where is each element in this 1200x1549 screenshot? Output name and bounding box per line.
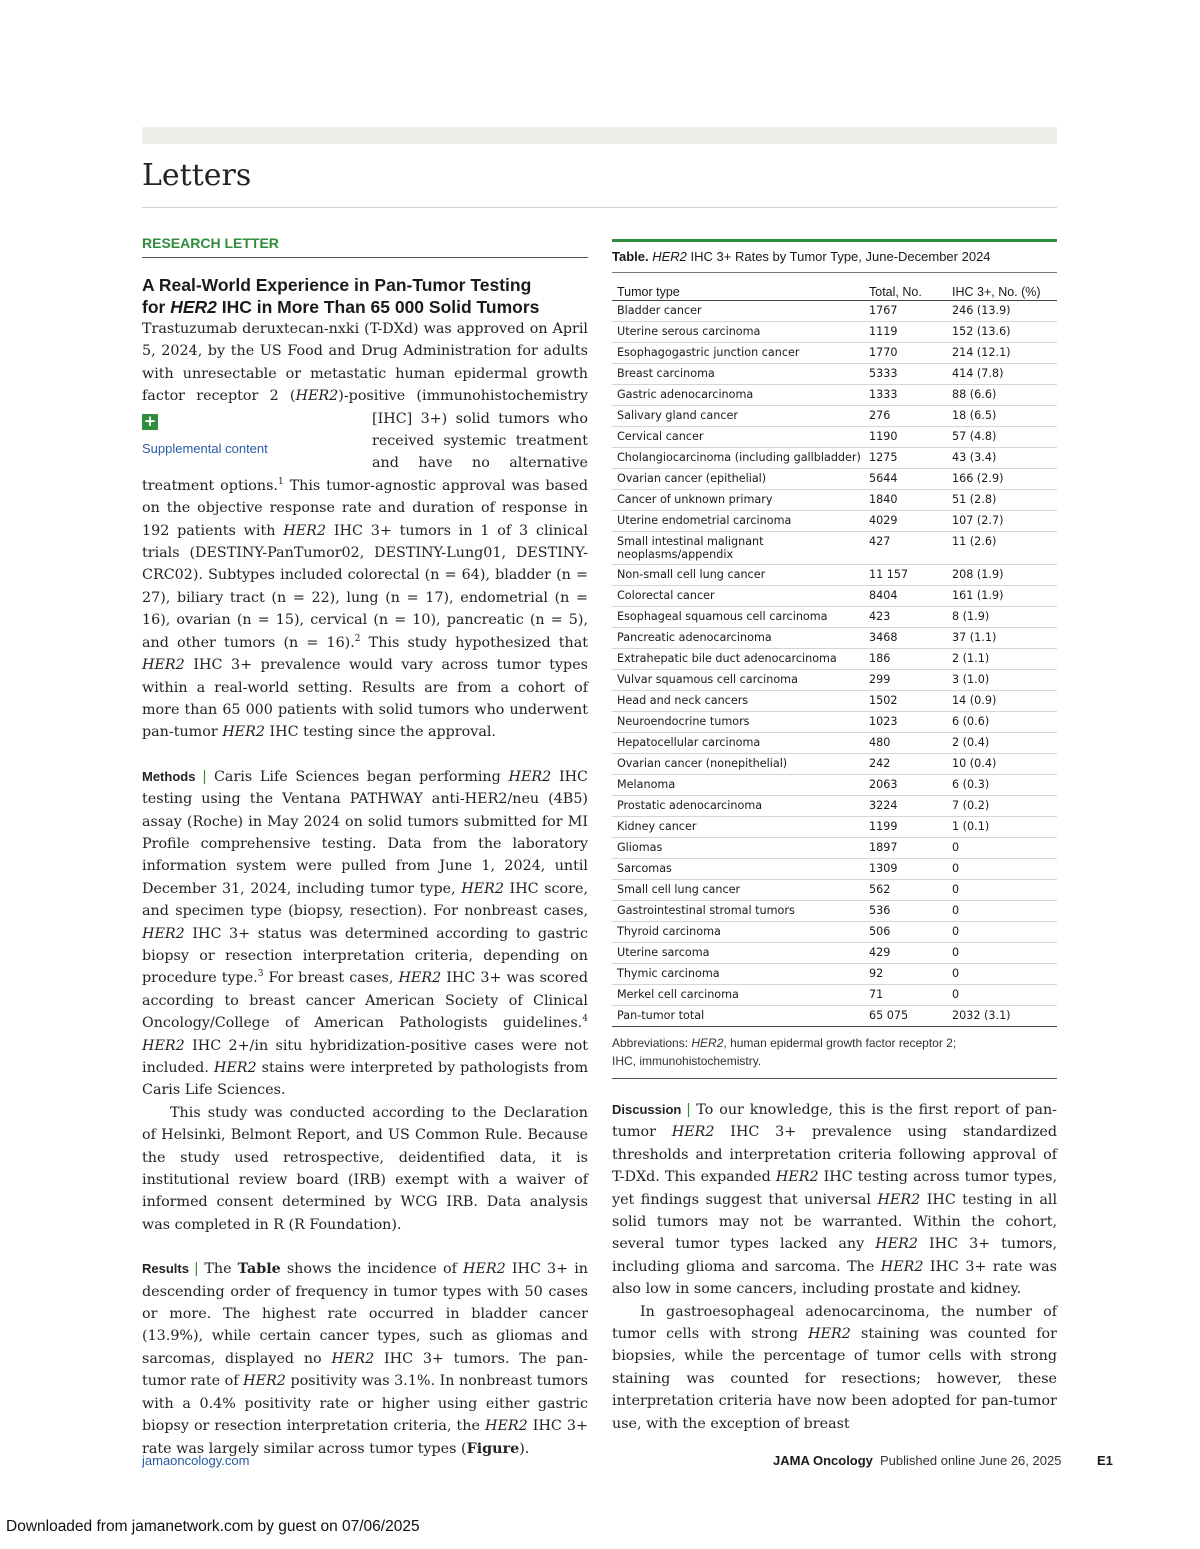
cell-total: 4029	[864, 511, 947, 532]
cell-tumor-type: Thymic carcinoma	[612, 964, 864, 985]
cell-total: 1840	[864, 490, 947, 511]
footnote-gene: HER2	[691, 1036, 724, 1050]
cell-tumor-type: Uterine endometrial carcinoma	[612, 511, 864, 532]
text-run: IHC 3+ prevalence using standardized thresholds and interpretation criteria following approval of T-DXd. This expanded	[612, 1124, 1058, 1186]
cell-tumor-type: Extrahepatic bile duct adenocarcinoma	[612, 649, 864, 670]
cell-total: 3224	[864, 796, 947, 817]
gene-name: HER2	[213, 1060, 257, 1076]
cell-tumor-type: Uterine sarcoma	[612, 943, 864, 964]
table-row	[612, 754, 1057, 775]
reference-superscript: 4	[582, 1014, 588, 1025]
gene-name: HER2	[398, 970, 442, 987]
cell-tumor-type: Prostatic adenocarcinoma	[612, 796, 864, 817]
gene-name: HER2	[142, 657, 185, 674]
article-title	[142, 274, 588, 318]
cell-ihc3: 166 (2.9)	[947, 469, 1057, 490]
gene-name: HER2	[877, 1191, 921, 1208]
table-row	[612, 607, 1057, 628]
table-row	[612, 322, 1057, 343]
table-row	[612, 448, 1057, 469]
table-row	[612, 712, 1057, 733]
cell-tumor-type: Ovarian cancer (nonepithelial)	[612, 754, 864, 775]
cell-total: 1199	[864, 817, 947, 838]
footnote-text: IHC, immunohistochemistry.	[612, 1054, 762, 1068]
cell-total: 2063	[864, 775, 947, 796]
table-row	[612, 532, 1057, 565]
cell-ihc3: 6 (0.6)	[947, 712, 1057, 733]
cell-ihc3: 0	[947, 901, 1057, 922]
gene-name: HER2	[142, 1037, 185, 1054]
table-row	[612, 796, 1057, 817]
cell-tumor-type: Head and neck cancers	[612, 691, 864, 712]
table-row	[612, 775, 1057, 796]
header-total: Total, No.	[864, 283, 947, 301]
header-ihc3: IHC 3+, No. (%)	[947, 283, 1057, 301]
cell-tumor-type: Gastric adenocarcinoma	[612, 385, 864, 406]
cell-total: 429	[864, 943, 947, 964]
cell-ihc3: 0	[947, 859, 1057, 880]
gene-name: HER2	[875, 1236, 918, 1253]
cell-total: 65 075	[864, 1006, 947, 1027]
cell-total: 1897	[864, 838, 947, 859]
cell-ihc3: 0	[947, 880, 1057, 901]
cell-tumor-type: Non-small cell lung cancer	[612, 565, 864, 586]
cell-total: 276	[864, 406, 947, 427]
table-header-row	[612, 283, 1057, 301]
table-row	[612, 733, 1057, 754]
cell-ihc3: 0	[947, 964, 1057, 985]
left-column	[142, 235, 588, 1460]
right-column	[612, 239, 1057, 1435]
gene-name: HER2	[880, 1258, 924, 1275]
cell-tumor-type: Kidney cancer	[612, 817, 864, 838]
cell-total: 427	[864, 532, 947, 565]
cell-ihc3: 107 (2.7)	[947, 511, 1057, 532]
cell-tumor-type: Gliomas	[612, 838, 864, 859]
gene-name: HER2	[331, 1350, 375, 1367]
cell-tumor-type: Cancer of unknown primary	[612, 490, 864, 511]
page-number: E1	[1097, 1453, 1113, 1468]
gene-name: HER2	[295, 388, 339, 405]
cell-total: 11 157	[864, 565, 947, 586]
table-title	[612, 242, 1057, 273]
cell-total: 8404	[864, 586, 947, 607]
table-row	[612, 469, 1057, 490]
table-footnote	[612, 1034, 1057, 1079]
table-row	[612, 490, 1057, 511]
cell-ihc3: 2032 (3.1)	[947, 1006, 1057, 1027]
table-row	[612, 943, 1057, 964]
table-title-text: IHC 3+ Rates by Tumor Type, June-December 2024	[686, 249, 991, 264]
supplemental-content[interactable]	[142, 408, 372, 474]
reference-superscript: 3	[257, 969, 264, 980]
gene-name: HER2	[463, 1261, 506, 1278]
cell-ihc3: 0	[947, 943, 1057, 964]
cell-ihc3: 7 (0.2)	[947, 796, 1057, 817]
discussion-paragraph	[612, 1099, 1057, 1301]
table-row	[612, 670, 1057, 691]
cell-tumor-type: Cholangiocarcinoma (including gallbladder)	[612, 448, 864, 469]
text-run: IHC 3+ status was determined according to gastric biopsy or resection interpretation criteria, depending on procedure type.	[142, 925, 588, 987]
journal-name: JAMA Oncology	[773, 1453, 873, 1468]
discussion-paragraph-2	[612, 1301, 1057, 1435]
table-row	[612, 628, 1057, 649]
text-run: IHC 3+ was scored according to breast cancer American Society of Clinical Oncology/College of American Pathologists guidelines.	[142, 970, 588, 1032]
cell-ihc3: 0	[947, 838, 1057, 859]
text-run: For breast cases,	[263, 970, 399, 987]
title-part: for	[142, 297, 171, 317]
cell-ihc3: 6 (0.3)	[947, 775, 1057, 796]
gene-name: HER2	[142, 925, 185, 942]
text-run: IHC score, and specimen type (biopsy, resection). For nonbreast cases,	[142, 880, 588, 920]
cell-tumor-type: Vulvar squamous cell carcinoma	[612, 670, 864, 691]
cell-ihc3: 14 (0.9)	[947, 691, 1057, 712]
section-heading: Discussion	[612, 1102, 682, 1117]
cell-total: 562	[864, 880, 947, 901]
footnote-text: , human epidermal growth factor receptor 2;	[723, 1036, 957, 1050]
her2-table	[612, 283, 1057, 1027]
cell-total: 3468	[864, 628, 947, 649]
cell-ihc3: 414 (7.8)	[947, 364, 1057, 385]
section-separator: |	[195, 768, 207, 785]
table-row	[612, 859, 1057, 880]
text-run: IHC 2+/in situ hybridization-positive cases were not included.	[142, 1037, 588, 1076]
journal-site-link[interactable]: jamaoncology.com	[142, 1453, 250, 1468]
cell-ihc3: 88 (6.6)	[947, 385, 1057, 406]
table-row	[612, 406, 1057, 427]
cell-ihc3: 18 (6.5)	[947, 406, 1057, 427]
table-row	[612, 838, 1057, 859]
text-run: IHC testing across tumor types, yet findings suggest that universal	[612, 1169, 1057, 1208]
text-run: IHC testing since the approval.	[264, 724, 496, 741]
cell-total: 1190	[864, 427, 947, 448]
table-row	[612, 343, 1057, 364]
table-row	[612, 427, 1057, 448]
table-row	[612, 964, 1057, 985]
header-tumor-type: Tumor type	[612, 283, 864, 301]
cell-ihc3: 0	[947, 922, 1057, 943]
gene-name: HER2	[508, 768, 552, 785]
cell-tumor-type: Merkel cell carcinoma	[612, 985, 864, 1006]
cell-total: 1767	[864, 301, 947, 322]
section-separator: |	[188, 1261, 199, 1278]
table-row	[612, 385, 1057, 406]
cell-ihc3: 11 (2.6)	[947, 532, 1057, 565]
publish-date: Published online June 26, 2025	[880, 1453, 1062, 1468]
cell-ihc3: 37 (1.1)	[947, 628, 1057, 649]
cell-tumor-type: Esophageal squamous cell carcinoma	[612, 607, 864, 628]
cell-tumor-type: Melanoma	[612, 775, 864, 796]
cell-ihc3: 208 (1.9)	[947, 565, 1057, 586]
cell-total: 242	[864, 754, 947, 775]
cell-total: 71	[864, 985, 947, 1006]
cell-ihc3: 2 (0.4)	[947, 733, 1057, 754]
cell-tumor-type: Breast carcinoma	[612, 364, 864, 385]
text-run: IHC testing in all solid tumors may not be warranted. Within the cohort, several tumor types lacked any	[612, 1191, 1058, 1253]
table-row	[612, 586, 1057, 607]
cell-tumor-type: Colorectal cancer	[612, 586, 864, 607]
download-note: Downloaded from jamanetwork.com by guest on 07/06/2025	[6, 1518, 420, 1535]
cell-total: 423	[864, 607, 947, 628]
cell-total: 506	[864, 922, 947, 943]
cell-ihc3: 152 (13.6)	[947, 322, 1057, 343]
gene-name: HER2	[775, 1169, 819, 1186]
cell-ihc3: 0	[947, 985, 1057, 1006]
cell-total: 480	[864, 733, 947, 754]
text-run: This study hypothesized that	[360, 634, 588, 651]
cell-ihc3: 3 (1.0)	[947, 670, 1057, 691]
cell-ihc3: 1 (0.1)	[947, 817, 1057, 838]
text-run: To our knowledge, this is the first report of pan-tumor	[612, 1102, 1058, 1141]
methods-paragraph	[142, 766, 588, 1102]
cell-total: 1023	[864, 712, 947, 733]
cell-total: 5333	[864, 364, 947, 385]
cell-total: 1119	[864, 322, 947, 343]
table-row	[612, 880, 1057, 901]
reference-superscript: 2	[354, 633, 361, 644]
section-title: Letters	[142, 158, 252, 193]
section-heading: Results	[142, 1261, 189, 1277]
table-row	[612, 565, 1057, 586]
cell-ihc3: 57 (4.8)	[947, 427, 1057, 448]
text-run: IHC 3+ tumors in 1 of 3 clinical trials (DESTINY-PanTumor02, DESTINY-Lung01, DESTINY-CRC02). Subtypes included colorectal (n = 64), bladder (n = 27), biliary tract (n = 22), lung (n = 17), endometrial (n = 16), ovarian (n = 15), cervical (n = 10), pancreatic (n = 5), and other tumors (n = 16).	[142, 522, 588, 651]
text-run: Caris Life Sciences began performing	[206, 768, 509, 785]
table-row	[612, 301, 1057, 322]
table-row	[612, 922, 1057, 943]
gene-name: HER2	[485, 1418, 528, 1435]
cell-tumor-type: Pan-tumor total	[612, 1006, 864, 1027]
title-part: IHC in More Than 65 000 Solid Tumors	[216, 297, 540, 317]
cell-tumor-type: Bladder cancer	[612, 301, 864, 322]
title-gene: HER2	[170, 297, 217, 317]
cell-tumor-type: Small intestinal malignant neoplasms/appendix	[612, 532, 864, 565]
cell-tumor-type: Cervical cancer	[612, 427, 864, 448]
reference-superscript: 1	[277, 477, 284, 488]
cell-tumor-type: Pancreatic adenocarcinoma	[612, 628, 864, 649]
methods-paragraph-2: This study was conducted according to the Declaration of Helsinki, Belmont Report, and US Common Rule. Because the study used retrospective, deidentified data, it is institutional review board (IRB) exempt with a waiver of informed consent determined by WCG IRB. Data analysis was completed in R (R Foundation).	[142, 1104, 588, 1233]
cell-ihc3: 51 (2.8)	[947, 490, 1057, 511]
table-row	[612, 691, 1057, 712]
plus-icon[interactable]: +	[143, 411, 157, 430]
cell-total: 92	[864, 964, 947, 985]
cell-tumor-type: Gastrointestinal stromal tumors	[612, 901, 864, 922]
cross-reference: Table	[237, 1261, 281, 1278]
gene-name: HER2	[243, 1373, 286, 1390]
text-run: positivity was 3.1%. In nonbreast tumors with a 0.4% positivity rate or higher using either gastric biopsy or resection interpretation criteria, the	[142, 1373, 588, 1435]
cell-total: 5644	[864, 469, 947, 490]
text-run: IHC 3+ in descending order of frequency in tumor types with 50 cases or more. The highest rate occurred in bladder cancer (13.9%), while certain cancer types, such as gliomas and sarcomas, displayed no	[142, 1261, 589, 1367]
cell-tumor-type: Neuroendocrine tumors	[612, 712, 864, 733]
section-heading: Methods	[142, 768, 196, 784]
cross-reference: Figure	[466, 1440, 520, 1457]
text-run: IHC testing using the Ventana PATHWAY anti-HER2/neu (4B5) assay (Roche) in May 2024 on solid tumors submitted for MI Profile comprehensive testing. Data from the laboratory information system were pulled from June 1, 2024, until December 31, 2024, including tumor type,	[142, 768, 588, 897]
intro-paragraph	[142, 318, 588, 744]
cell-tumor-type: Esophagogastric junction cancer	[612, 343, 864, 364]
text-run: IHC 3+ prevalence would vary across tumor types within a real-world setting. Results are from a cohort of more than 65 000 patients with solid tumors who underwent pan-tumor	[142, 657, 588, 741]
text-run: stains were interpreted by pathologists from Caris Life Sciences.	[142, 1060, 588, 1099]
text-run-b: [IHC] 3+) solid tumors who received systemic treatment and have no alternative treatment options.	[142, 410, 588, 494]
cell-ihc3: 214 (12.1)	[947, 343, 1057, 364]
table-title-gene: HER2	[652, 249, 687, 264]
gene-name: HER2	[808, 1326, 851, 1343]
table-row	[612, 511, 1057, 532]
text-run: IHC 3+ rate was also low in some cancers, including prostate and kidney.	[612, 1258, 1057, 1298]
cell-total: 1333	[864, 385, 947, 406]
supplemental-content-link[interactable]: Supplemental content	[142, 440, 268, 456]
article-kicker: RESEARCH LETTER	[142, 235, 588, 258]
cell-tumor-type: Salivary gland cancer	[612, 406, 864, 427]
table-row	[612, 649, 1057, 670]
gene-name: HER2	[222, 724, 265, 741]
cell-total: 186	[864, 649, 947, 670]
cell-tumor-type: Small cell lung cancer	[612, 880, 864, 901]
cell-total: 1770	[864, 343, 947, 364]
table-label: Table.	[612, 249, 649, 264]
text-run: ).	[519, 1440, 530, 1457]
cell-total: 1309	[864, 859, 947, 880]
cell-total: 1275	[864, 448, 947, 469]
text-run: IHC 3+ tumors. The pan-tumor rate of	[142, 1350, 588, 1390]
footnote-text: Abbreviations:	[612, 1036, 692, 1050]
section-rule	[142, 207, 1057, 208]
text-run: staining was counted for biopsies, while the percentage of tumor cells with strong staining was counted for resections; however, these interpretation criteria have now been adopted for pan-tumor use, with the exception of breast	[612, 1326, 1057, 1432]
table-row	[612, 901, 1057, 922]
gene-name: HER2	[283, 522, 327, 539]
text-run: The	[198, 1261, 238, 1278]
text-run: In gastroesophageal adenocarcinoma, the number of tumor cells with strong	[612, 1303, 1057, 1343]
cell-total: 1502	[864, 691, 947, 712]
cell-ihc3: 10 (0.4)	[947, 754, 1057, 775]
top-bar	[142, 127, 1057, 144]
cell-ihc3: 161 (1.9)	[947, 586, 1057, 607]
cell-total: 536	[864, 901, 947, 922]
cell-tumor-type: Hepatocellular carcinoma	[612, 733, 864, 754]
table-row	[612, 817, 1057, 838]
text-run: Trastuzumab deruxtecan-nxki (T-DXd) was approved on April 5, 2024, by the US Food and Drug Administration for adults with unresectable or metastatic human epidermal growth factor receptor 2 (	[142, 321, 588, 405]
title-line-1: A Real-World Experience in Pan-Tumor Testing	[142, 275, 532, 295]
gene-name: HER2	[671, 1124, 715, 1141]
cell-tumor-type: Sarcomas	[612, 859, 864, 880]
cell-ihc3: 43 (3.4)	[947, 448, 1057, 469]
cell-ihc3: 2 (1.1)	[947, 649, 1057, 670]
cell-ihc3: 8 (1.9)	[947, 607, 1057, 628]
results-paragraph	[142, 1258, 588, 1460]
cell-tumor-type: Uterine serous carcinoma	[612, 322, 864, 343]
table-row	[612, 1006, 1057, 1027]
text-run: shows the incidence of	[280, 1261, 463, 1278]
gene-name: HER2	[461, 880, 504, 897]
table-row	[612, 985, 1057, 1006]
text-run-a: )-positive (immunohistochemistry	[338, 388, 588, 405]
cell-total: 299	[864, 670, 947, 691]
text-run: This tumor-agnostic approval was based on the objective response rate and duration of response in 192 patients with	[142, 477, 588, 539]
table-row	[612, 364, 1057, 385]
cell-tumor-type: Thyroid carcinoma	[612, 922, 864, 943]
text-run: IHC 3+ tumors, including glioma and sarcoma. The	[612, 1236, 1057, 1275]
text-run: IHC 3+ rate was largely similar across tumor types (	[142, 1418, 588, 1457]
cell-tumor-type: Ovarian cancer (epithelial)	[612, 469, 864, 490]
cell-ihc3: 246 (13.9)	[947, 301, 1057, 322]
section-separator: |	[681, 1102, 691, 1118]
